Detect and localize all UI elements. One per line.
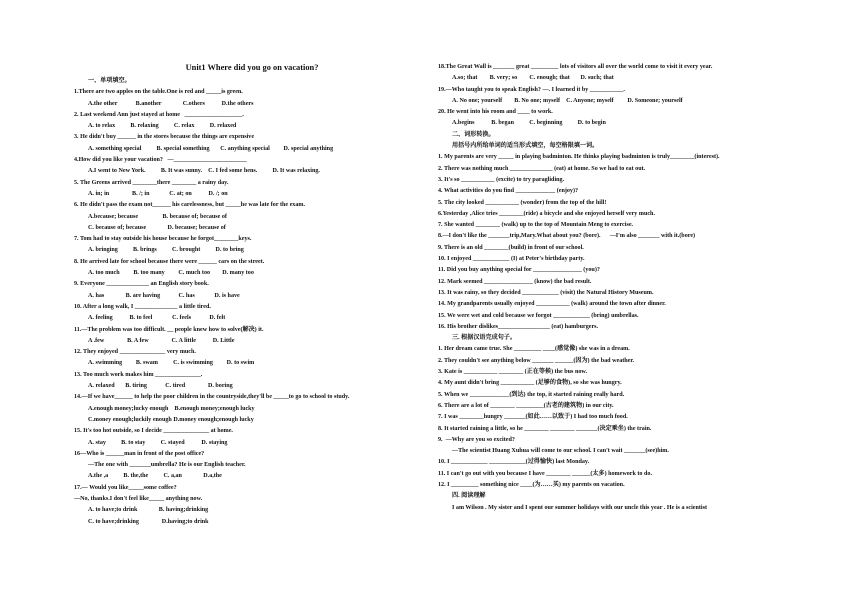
right-line: 18.The Great Wall is _______ great _________ lots of visitors all over the world come to visit it every year. xyxy=(438,64,713,70)
left-line: 14.—If we have______ to help the poor children in the countryside,they'll be _____to go to school to study. xyxy=(74,394,350,401)
right-line: I am Wilson . My sister and I spent our summer holidays with our uncle this year . He is a scientist xyxy=(452,504,708,511)
left-line: A.enough money;lucky enough B.enough money;enough lucky xyxy=(88,405,255,412)
left-line: 7. Tom had to stay outside his house because he forgot________keys. xyxy=(74,236,252,243)
right-line: 8.—I don't like the _______trip,Mary.What about you? (bore). —I'm also _______ with it.(bore) xyxy=(438,233,696,240)
right-line: —The scientist Huang Xuhua will come to our school. I can't wait _______(see)him. xyxy=(452,448,669,455)
left-line: C. because of; because D. because; because of xyxy=(88,224,226,231)
right-line: 3. It's so ___________ (excite) to try paragliding. xyxy=(438,176,565,183)
left-line: 9. Everyone ______________ an English story book. xyxy=(74,281,209,288)
left-line: 12. They enjoyed _______________ very much. xyxy=(74,349,196,356)
right-line: 8. It started raining a little, so he ________ ________ _______(决定乘坐) the train. xyxy=(438,425,652,432)
right-line: 6. There are a lot of ________ _________(古老的建筑物) in our city. xyxy=(438,402,614,409)
right-line: 20. He went into his room and ____ to work. xyxy=(438,109,553,116)
right-line: 9. There is an old ________(build) in front of our school. xyxy=(438,244,584,251)
left-line: A. has B. are having C. has D. is have xyxy=(88,292,240,299)
right-line: 6.Yesterday ,Alice tries ________(ride) a bicycle and she enjoyed herself very much. xyxy=(438,210,655,217)
left-line: A. swimming B. swam C. is swimming D. to swim xyxy=(88,360,255,367)
left-line: A. in; in B. /; in C. at; on D. /; on xyxy=(88,190,228,197)
right-line: 2. They couldn't see anything below _______ ______(因为) the bad weather. xyxy=(438,357,635,364)
left-line: A.I went to New York. B. It was sunny. C. I fed some hens. D. It was relaxing. xyxy=(88,168,320,175)
left-line: 5. The Greens arrived ________there ________ a rainy day. xyxy=(74,179,229,186)
right-line: 12. I _________ something nice ____(为……买) my parents on vacation. xyxy=(438,481,625,488)
right-line: 4. My aunt didn't bring ___________ (足够的食物), so she was hungry. xyxy=(438,380,622,387)
right-line: A. No one; yourself B. No one; myself C. Anyone; myself D. Someone; yourself xyxy=(452,97,683,104)
left-line: A. bringing B. brings C. brought D. to bring xyxy=(88,247,244,254)
left-line: 4.How did you like your vacation? —________________________ xyxy=(74,157,247,164)
right-line: 二、词形转换。 xyxy=(452,131,495,138)
left-line: A. feeling B. to feel C. feels D. felt xyxy=(88,315,226,322)
right-line: 3. Kate is ___________ ________ (正在等候) the bus now. xyxy=(438,369,587,376)
worksheet-title: Unit1 Where did you go on vacation? xyxy=(185,63,319,72)
left-question-list xyxy=(74,87,420,528)
left-line: 10. After a long walk, I ______________ a little tired. xyxy=(74,303,211,310)
right-line: 2. There was nothing much ______________ (eat) at home. So we had to eat out. xyxy=(438,165,646,172)
right-line: 19.—Who taught you to speak English? —. I learned it by ___________. xyxy=(438,86,625,93)
right-line: 1. Her dream came true. She _________ ____(感觉像) she was in a dream. xyxy=(438,346,630,353)
right-line: 9. —Why are you so excited? xyxy=(438,436,515,443)
left-line: A.the other B.another C.others D.the others xyxy=(88,100,254,107)
left-line: 2. Last weekend Ann just stayed at home ___________________. xyxy=(74,111,244,118)
left-line: 6. He didn't pass the exam not______ his carelessness, but _____he was late for the exam. xyxy=(74,202,305,209)
left-line: 15. It's too hot outside, so I decide _______________ at home. xyxy=(74,428,233,435)
left-column xyxy=(74,62,420,528)
right-line: 7. She wanted ________ (walk) up to the top of Mountain Meng to exercise. xyxy=(438,222,634,229)
right-line: A.so; that B. very; so C. enough; that D. such; that xyxy=(452,75,614,82)
right-line: 16. His brother dislikes_________________ (eat) hamburgers. xyxy=(438,323,599,330)
right-line: 10. I ____________ ____________(过得愉快) last Monday. xyxy=(438,459,590,466)
right-line: 13. It was rainy, so they decided ____________ (visit) the Natural History Museum. xyxy=(438,289,654,296)
left-line: A .few B. A few C. A little D. Little xyxy=(88,337,235,344)
right-column xyxy=(438,62,794,514)
left-line: C.money enough;luckily enough D.money enough;enough lucky xyxy=(88,416,254,423)
left-line: A. relaxed B. tiring C. tired D. boring xyxy=(88,383,233,390)
left-line: A. to relax B. relaxing C. relax D. relaxed xyxy=(88,123,237,130)
section-heading-1: 一、单项填空。 xyxy=(88,78,131,84)
left-line: A. stay B. to stay C. stayed D. staying xyxy=(88,439,228,446)
right-line: 1. My parents are very _____ in playing badminton. He thinks playing badminton is truly________(interest). xyxy=(438,154,720,161)
left-line: C. to have;drinking D.having;to drink xyxy=(88,518,209,525)
left-line: 3. He didn't buy ______ in the stores because the things are expensive xyxy=(74,134,255,141)
right-line: 三. 根据汉语完成句子。 xyxy=(452,335,516,342)
right-line: 12. Mark seemed ________________ (know) the bad result. xyxy=(438,278,592,285)
right-line: 14. My grandparents usually enjoyed ___________ (walk) around the town after dinner. xyxy=(438,301,666,308)
left-line: 8. He arrived late for school because there were ______ cars on the street. xyxy=(74,258,265,265)
right-line: 四. 阅读理解 xyxy=(452,493,486,500)
left-line: A.because; because B. because of; because of xyxy=(88,213,227,220)
left-line: A.the ,a B. the,the C. a,an D.a,the xyxy=(88,473,222,480)
right-line: 10. I enjoyed ____________ (I) at Peter's birthday party. xyxy=(438,256,585,263)
left-line: 11.—The problem was too difficult. __ people knew how to solve(解决) it. xyxy=(74,326,264,333)
right-line: 5. The city looked ___________ (wonder) from the top of the hill! xyxy=(438,199,607,206)
right-line: 5. When we _____________(到达) the top, it started raining really hard. xyxy=(438,391,625,398)
right-line: 4. What activities do you find _____________ (enjoy)? xyxy=(438,188,579,195)
right-line: 7. I was ________hungry _______(如此……以致于) I had too much food. xyxy=(438,414,628,421)
right-line: 用括号内所给单词的适当形式填空，每空格限填一词。 xyxy=(452,143,599,150)
right-line: A.begins B. began C. beginning D. to begin xyxy=(452,120,606,127)
left-line: 17.— Would you like_____some coffee? xyxy=(74,484,177,491)
right-line: 15. We were wet and cold because we forgot ____________ (bring) umbrellas. xyxy=(438,312,639,319)
right-line: 11. I can't go out with you because I have ________ ______(太多) homework to do. xyxy=(438,470,652,477)
left-line: —No, thanks.I don't feel like_____ anything now. xyxy=(74,495,203,502)
left-line: —The one with _______umbrella? He is our English teacher. xyxy=(88,462,246,469)
left-line: 13. Too much work makes him _______________. xyxy=(74,371,203,378)
left-line: A. too much B. too many C. much too D. many too xyxy=(88,270,254,277)
left-line: A. to have;to drink B. having;drinking xyxy=(88,507,209,514)
left-line: 1.There are two apples on the table.One is red and _____is green. xyxy=(74,89,243,96)
right-line: 11. Did you buy anything special for ________________ (you)? xyxy=(438,267,600,274)
right-question-list xyxy=(438,62,794,514)
left-line: 16—Who is ______man in front of the post office? xyxy=(74,450,205,457)
left-line: A. something special B. special something C. anything special D. special anything xyxy=(88,145,334,152)
